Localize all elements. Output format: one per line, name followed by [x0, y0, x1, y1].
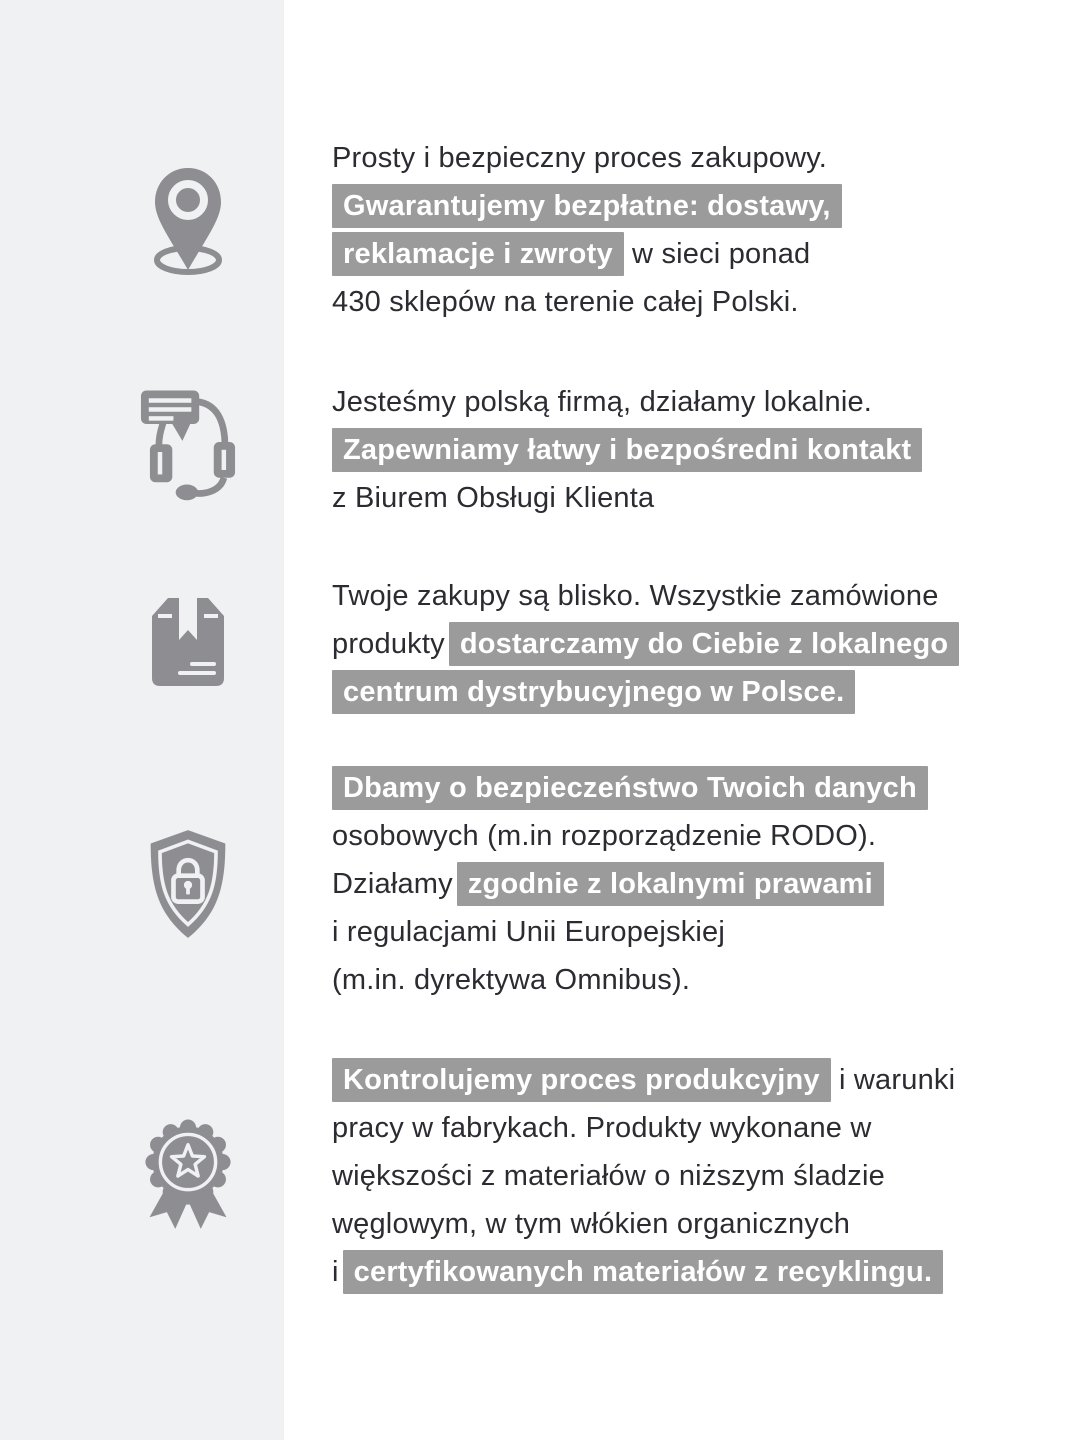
- text-line: [332, 1104, 992, 1152]
- text-line: [332, 908, 992, 956]
- text-line: [332, 278, 992, 326]
- section-free-delivery-network: [332, 134, 992, 326]
- text-line: [332, 1056, 992, 1104]
- text-line: [332, 812, 992, 860]
- highlighted-text-segment: Dbamy o bezpieczeństwo Twoich danych: [332, 766, 928, 810]
- text-segment: Twoje zakupy są blisko. Wszystkie zamówione: [332, 580, 939, 612]
- text-line: [332, 474, 992, 522]
- text-segment: w sieci ponad: [623, 238, 811, 270]
- text-segment: i: [332, 1256, 339, 1288]
- highlighted-text-segment: Gwarantujemy bezpłatne: dostawy,: [332, 184, 842, 228]
- section-local-company-contact: [332, 378, 992, 522]
- section-production-control: [332, 1056, 992, 1296]
- text-line: [332, 182, 992, 230]
- text-segment: Działamy: [332, 868, 453, 900]
- section-local-distribution-center: [332, 572, 992, 716]
- text-segment: pracy w fabrykach. Produkty wykonane w: [332, 1112, 872, 1144]
- highlighted-text-segment: reklamacje i zwroty: [332, 232, 624, 276]
- text-segment: i regulacjami Unii Europejskiej: [332, 916, 726, 948]
- text-segment: osobowych (m.in rozporządzenie RODO).: [332, 820, 877, 852]
- text-segment: produkty: [332, 628, 445, 660]
- text-segment: (m.in. dyrektywa Omnibus).: [332, 964, 691, 996]
- text-line: [332, 620, 992, 668]
- text-segment: 430 sklepów na terenie całej Polski.: [332, 286, 799, 318]
- text-line: [332, 668, 992, 716]
- text-segment: Prosty i bezpieczny proces zakupowy.: [332, 142, 828, 174]
- text-line: [332, 426, 992, 474]
- text-line: [332, 764, 992, 812]
- text-segment: Jesteśmy polską firmą, działamy lokalnie.: [332, 386, 873, 418]
- text-line: [332, 230, 992, 278]
- highlighted-text-segment: centrum dystrybucyjnego w Polsce.: [332, 670, 855, 714]
- text-segment: węglowym, w tym włókien organicznych: [332, 1208, 851, 1240]
- text-line: [332, 860, 992, 908]
- text-segment: większości z materiałów o niższym śladzie: [332, 1160, 885, 1192]
- text-line: [332, 956, 992, 1004]
- highlighted-text-segment: Zapewniamy łatwy i bezpośredni kontakt: [332, 428, 922, 472]
- highlighted-text-segment: dostarczamy do Ciebie z lokalnego: [449, 622, 959, 666]
- highlighted-text-segment: certyfikowanych materiałów z recyklingu.: [343, 1250, 944, 1294]
- highlighted-text-segment: Kontrolujemy proces produkcyjny: [332, 1058, 831, 1102]
- text-line: [332, 1152, 992, 1200]
- text-line: [332, 1200, 992, 1248]
- text-line: [332, 378, 992, 426]
- section-data-security: [332, 764, 992, 1004]
- text-line: [332, 134, 992, 182]
- text-segment: z Biurem Obsługi Klienta: [332, 482, 655, 514]
- text-line: [332, 572, 992, 620]
- highlighted-text-segment: zgodnie z lokalnymi prawami: [457, 862, 884, 906]
- text-segment: i warunki: [830, 1064, 956, 1096]
- text-line: [332, 1248, 992, 1296]
